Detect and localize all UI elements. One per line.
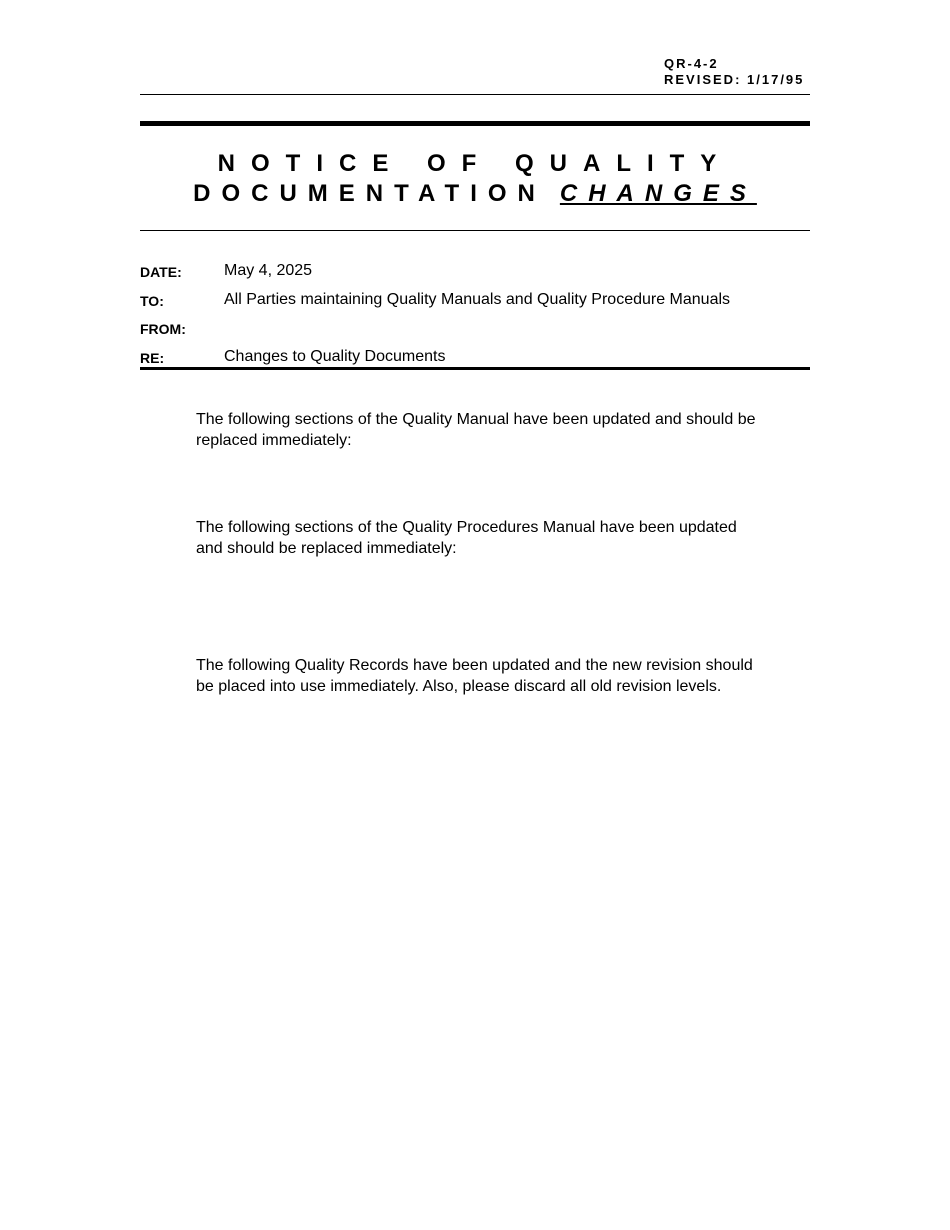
document-id-block [664,56,804,88]
title-line-1: NOTICE OF QUALITY [217,150,733,177]
to-label: TO: [140,293,164,309]
quality-manual-paragraph: The following sections of the Quality Manual have been updated and should be replaced immediately: [196,411,756,449]
procedures-manual-paragraph: The following sections of the Quality Procedures Manual have been updated and should be replaced immediately: [196,519,737,557]
date-value: May 4, 2025 [224,262,313,279]
fields-bottom-rule [140,367,810,370]
date-label: DATE: [140,264,182,280]
title-bottom-rule [140,230,810,231]
title-emphasis: CHANGES [559,180,757,207]
title-line-2 [140,180,810,208]
title-prefix: DOCUMENTATION [193,180,546,207]
title-top-rule [140,121,810,126]
re-label: RE: [140,350,165,366]
re-value: Changes to Quality Documents [224,348,446,365]
quality-records-paragraph: The following Quality Records have been updated and the new revision should be placed into use immediately. Also, please discard all old revision levels. [196,657,753,695]
to-value: All Parties maintaining Quality Manuals and Quality Procedure Manuals [224,291,731,308]
revision-date: REVISED: 1/17/95 [664,72,805,87]
form-number: QR-4-2 [664,56,719,71]
header-divider [140,94,810,95]
from-label: FROM: [140,321,186,337]
